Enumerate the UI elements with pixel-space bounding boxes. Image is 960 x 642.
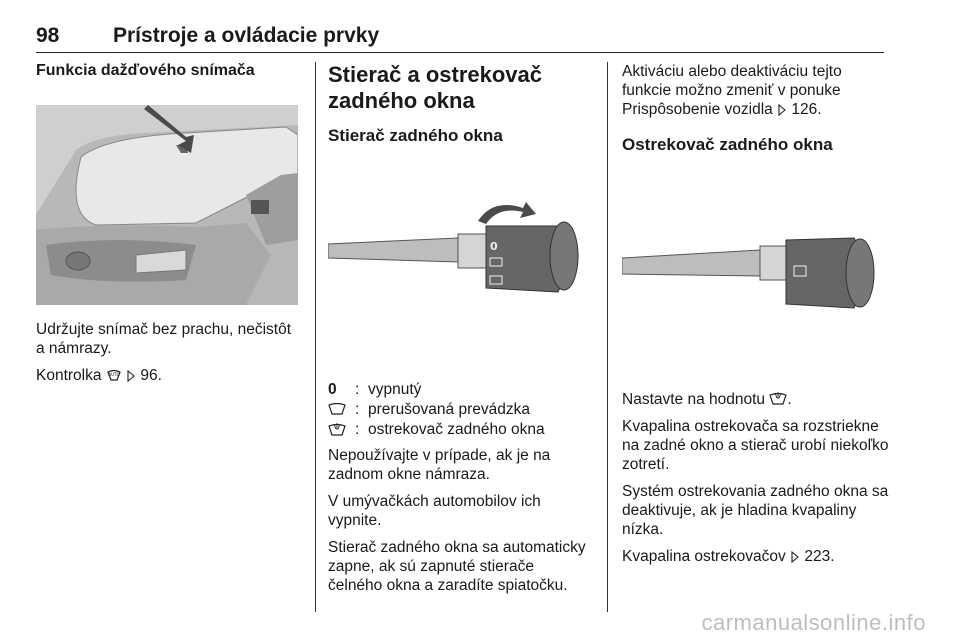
column-rear-washer-text (622, 390, 890, 566)
legend-row (328, 380, 590, 400)
legend-colon: : (355, 381, 360, 398)
column-rear-wiper-text (328, 446, 590, 595)
washer-icon (328, 422, 346, 437)
activation-paragraph (622, 62, 890, 119)
legend-text: prerušovaná prevádzka (368, 401, 530, 418)
legend-colon: : (355, 401, 360, 418)
svg-text:AUTO: AUTO (108, 372, 120, 377)
position-legend (328, 380, 590, 440)
legend-colon: : (355, 421, 360, 438)
set-value-paragraph: Nastavte na hodnotu . (622, 391, 792, 408)
rain-sensor-paragraph: Udržujte snímač bez prachu, nečistôt a námrazy. (36, 321, 292, 357)
low-fluid-paragraph: Systém ostrekovania zadného okna sa deaktivuje, ak je hladina kvapaliny nízka. (622, 483, 889, 538)
wiper-stalk-figure (328, 196, 582, 306)
section-title-line1: Stierač a ostrekovač (328, 62, 543, 87)
kontrolka-label: Kontrolka (36, 367, 102, 384)
fluid-text: Kvapalina ostrekovačov (622, 548, 786, 565)
column-divider (607, 62, 608, 612)
interval-wipe-icon (328, 403, 346, 416)
column-divider (315, 62, 316, 612)
kontrolka-page: 96. (140, 367, 162, 384)
kontrolka-paragraph (36, 366, 300, 385)
page-reference-icon (777, 104, 787, 116)
legend-symbol-off: 0 (328, 381, 337, 398)
column-rain-sensor-text (36, 320, 300, 385)
page-number: 98 (36, 24, 60, 47)
spray-paragraph: Kvapalina ostrekovača sa rozstriekne na zadné okno a stierač urobí niekoľko zotretí. (622, 418, 889, 473)
fluid-reference-paragraph (622, 547, 890, 566)
van-windscreen-figure (36, 105, 298, 305)
washer-icon (769, 391, 787, 406)
page-header (36, 24, 884, 53)
legend-text: ostrekovač zadného okna (368, 421, 545, 438)
page-reference-icon (126, 370, 136, 382)
column-rain-sensor (36, 62, 300, 80)
column-rear-wiper (328, 62, 590, 146)
section-title-line2: zadného okna (328, 88, 475, 113)
watermark: carmanualsonline.info (701, 610, 926, 635)
washer-stalk-figure (622, 228, 878, 318)
section-heading: Ostrekovač zadného okna (622, 135, 833, 154)
activation-text: Aktiváciu alebo deaktiváciu tejto funkcie možno zmeniť v ponuke Prispôsobenie vozidla (622, 63, 842, 118)
page-reference-icon (790, 551, 800, 563)
legend-row (328, 400, 590, 420)
frost-paragraph: Nepoužívajte v prípade, ak je na zadnom okne námraza. (328, 447, 551, 483)
section-heading: Funkcia dažďového snímača (36, 62, 255, 79)
fluid-page: 223. (804, 548, 835, 565)
carwash-paragraph: V umývačkách automobilov ich vypnite. (328, 493, 541, 529)
legend-text: vypnutý (368, 381, 422, 398)
subsection-heading: Stierač zadného okna (328, 126, 503, 145)
set-value-text: Nastavte na hodnotu (622, 391, 766, 408)
auto-wipe-icon (106, 368, 122, 382)
reverse-paragraph: Stierač zadného okna sa automaticky zapne, ak sú zapnuté stierače čelného okna a zaradíte spiatočku. (328, 539, 586, 594)
svg-text:0: 0 (490, 240, 498, 253)
legend-row (328, 420, 590, 440)
column-rear-washer (622, 62, 890, 155)
activation-page: 126. (791, 101, 822, 118)
chapter-title: Prístroje a ovládacie prvky (113, 24, 380, 47)
